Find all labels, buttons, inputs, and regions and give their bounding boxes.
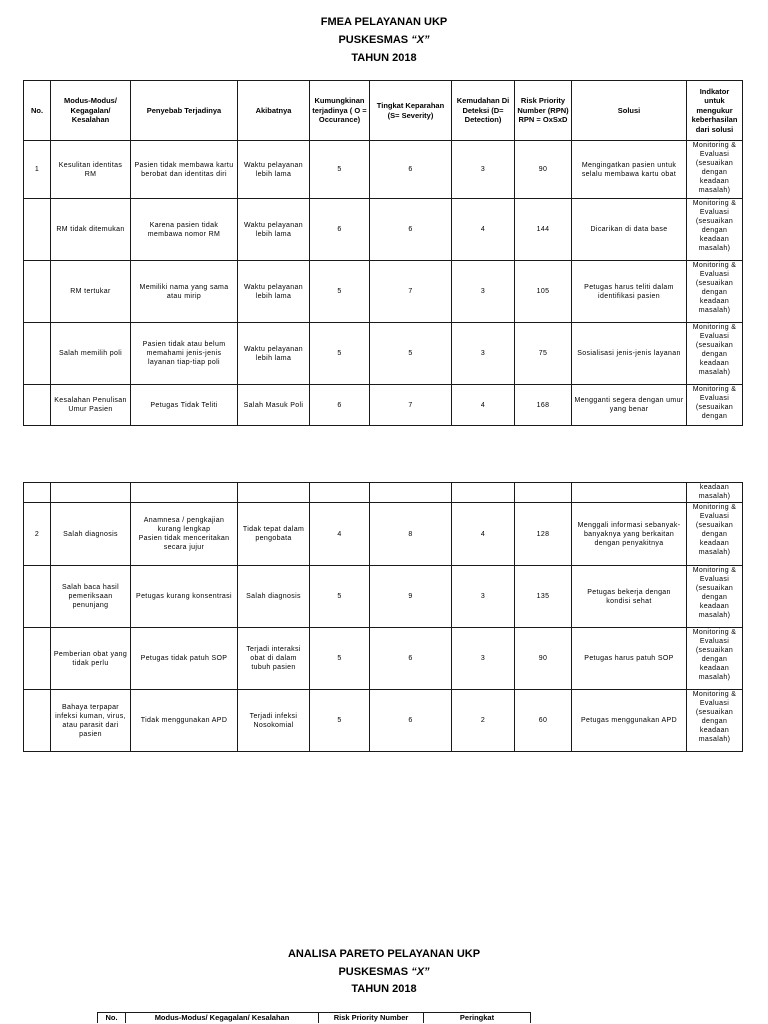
cell-effect: Waktu pelayanan lebih lama: [238, 199, 310, 261]
table-row: [24, 323, 743, 385]
cell-mode: [51, 483, 131, 503]
table-header-row: [98, 1013, 531, 1024]
cell-cause: Pasien tidak atau belum memahami jenis-jenis layanan tiap-tiap poli: [131, 323, 238, 385]
cell-severity: 6: [370, 690, 452, 752]
cell-mode: RM tidak ditemukan: [51, 199, 131, 261]
cell-effect: [238, 483, 310, 503]
table-header-row: [24, 81, 743, 141]
cell-severity: 6: [370, 199, 452, 261]
cell-detection: 4: [452, 503, 515, 566]
table-row: [24, 503, 743, 566]
cell-severity: [370, 483, 452, 503]
cell-effect: Salah diagnosis: [238, 566, 310, 628]
cell-indicator: Monitoring & Evaluasi (sesuaikan dengan: [687, 385, 743, 426]
cell-no: [24, 385, 51, 426]
fmea-table: [23, 80, 743, 426]
cell-detection: 3: [452, 566, 515, 628]
cell-rpn: 144: [515, 199, 572, 261]
cell-indicator: Monitoring & Evaluasi (sesuaikan dengan keadaan masalah): [687, 261, 743, 323]
cell-indicator: Monitoring & Evaluasi (sesuaikan dengan keadaan masalah): [687, 628, 743, 690]
cell-rpn: 128: [515, 503, 572, 566]
cell-indicator: Monitoring & Evaluasi (sesuaikan dengan keadaan masalah): [687, 503, 743, 566]
pareto-year: TAHUN 2018: [351, 983, 417, 995]
header-rpn: Risk Priority Number (RPN) RPN = OxSxD: [515, 81, 572, 141]
cell-severity: 5: [370, 323, 452, 385]
header-severity: Tingkat Keparahan (S= Severity): [370, 81, 452, 141]
cell-detection: [452, 483, 515, 503]
cell-no: 1: [24, 141, 51, 199]
cell-mode: Salah diagnosis: [51, 503, 131, 566]
cell-occurrence: 5: [310, 628, 370, 690]
table-row: [24, 566, 743, 628]
pareto-header-rpn: Risk Priority Number: [319, 1013, 424, 1024]
fmea-table-body: [24, 141, 743, 426]
cell-rpn: 105: [515, 261, 572, 323]
pareto-header-mode: Modus-Modus/ Kegagalan/ Kesalahan: [126, 1013, 319, 1024]
cell-no: [24, 323, 51, 385]
fmea-title-block: [0, 13, 768, 67]
cell-detection: 2: [452, 690, 515, 752]
cell-occurrence: 6: [310, 385, 370, 426]
cell-detection: 4: [452, 199, 515, 261]
cell-cause: Pasien tidak membawa kartu berobat dan identitas diri: [131, 141, 238, 199]
cell-severity: 8: [370, 503, 452, 566]
cell-detection: 3: [452, 628, 515, 690]
cell-effect: Waktu pelayanan lebih lama: [238, 323, 310, 385]
cell-occurrence: 6: [310, 199, 370, 261]
cell-indicator: Monitoring & Evaluasi (sesuaikan dengan keadaan masalah): [687, 566, 743, 628]
pareto-header-rank: Peringkat: [424, 1013, 531, 1024]
cell-mode: RM tertukar: [51, 261, 131, 323]
header-indicator: Indkator untuk mengukur keberhasilan dari solusi: [687, 81, 743, 141]
cell-detection: 3: [452, 141, 515, 199]
header-mode: Modus-Modus/ Kegagalan/ Kesalahan: [51, 81, 131, 141]
cell-cause: [131, 483, 238, 503]
cell-severity: 7: [370, 385, 452, 426]
table-row: [24, 690, 743, 752]
cell-mode: Kesulitan identitas RM: [51, 141, 131, 199]
cell-cause: Memiliki nama yang sama atau mirip: [131, 261, 238, 323]
cell-solution: Petugas bekerja dengan kondisi sehat: [572, 566, 687, 628]
cell-occurrence: 5: [310, 141, 370, 199]
table-row: [24, 141, 743, 199]
header-cause: Penyebab Terjadinya: [131, 81, 238, 141]
cell-solution: Petugas harus patuh SOP: [572, 628, 687, 690]
cell-detection: 3: [452, 323, 515, 385]
cell-indicator: Monitoring & Evaluasi (sesuaikan dengan keadaan masalah): [687, 690, 743, 752]
fmea-table-body: [24, 483, 743, 752]
cell-mode: Kesalahan Penulisan Umur Pasien: [51, 385, 131, 426]
cell-no: [24, 690, 51, 752]
header-solution: Solusi: [572, 81, 687, 141]
cell-effect: Waktu pelayanan lebih lama: [238, 261, 310, 323]
pareto-title: ANALISA PARETO PELAYANAN UKP: [287, 948, 481, 960]
header-no: No.: [24, 81, 51, 141]
cell-solution: Dicarikan di data base: [572, 199, 687, 261]
header-occurrence: Kumungkinan terjadinya ( O = Occurance): [310, 81, 370, 141]
pareto-title-block: [0, 946, 768, 999]
cell-solution: Sosialisasi jenis-jenis layanan: [572, 323, 687, 385]
cell-rpn: 168: [515, 385, 572, 426]
cell-solution: Mengganti segera dengan umur yang benar: [572, 385, 687, 426]
cell-rpn: 135: [515, 566, 572, 628]
cell-rpn: 90: [515, 628, 572, 690]
cell-no: [24, 199, 51, 261]
cell-mode: Salah baca hasil pemeriksaan penunjang: [51, 566, 131, 628]
cell-occurrence: 5: [310, 566, 370, 628]
cell-cause: Tidak menggunakan APD: [131, 690, 238, 752]
cell-rpn: 75: [515, 323, 572, 385]
cell-cause: Petugas kurang konsentrasi: [131, 566, 238, 628]
cell-indicator: Monitoring & Evaluasi (sesuaikan dengan keadaan masalah): [687, 141, 743, 199]
cell-no: [24, 566, 51, 628]
cell-cause: Karena pasien tidak membawa nomor RM: [131, 199, 238, 261]
cell-indicator: Monitoring & Evaluasi (sesuaikan dengan keadaan masalah): [687, 323, 743, 385]
table-row: [24, 385, 743, 426]
header-effect: Akibatnya: [238, 81, 310, 141]
header-detection: Kemudahan Di Deteksi (D= Detection): [452, 81, 515, 141]
cell-severity: 6: [370, 141, 452, 199]
cell-no: 2: [24, 503, 51, 566]
cell-rpn: 90: [515, 141, 572, 199]
cell-effect: Waktu pelayanan lebih lama: [238, 141, 310, 199]
table-row: [24, 261, 743, 323]
cell-rpn: 60: [515, 690, 572, 752]
cell-occurrence: 4: [310, 503, 370, 566]
fmea-table-continued: [23, 482, 743, 752]
cell-occurrence: [310, 483, 370, 503]
pareto-facility-label: PUSKESMAS: [338, 965, 409, 978]
cell-no: [24, 628, 51, 690]
cell-effect: Tidak tepat dalam pengobata: [238, 503, 310, 566]
cell-rpn: [515, 483, 572, 503]
cell-severity: 9: [370, 566, 452, 628]
cell-severity: 6: [370, 628, 452, 690]
cell-solution: Mengingatkan pasien untuk selalu membawa kartu obat: [572, 141, 687, 199]
cell-no: [24, 261, 51, 323]
cell-effect: Terjadi infeksi Nosokomial: [238, 690, 310, 752]
cell-solution: Menggali informasi sebanyak-banyaknya yang berkaitan dengan penyakitnya: [572, 503, 687, 566]
cell-cause: Petugas Tidak Teliti: [131, 385, 238, 426]
cell-mode: Salah memilih poli: [51, 323, 131, 385]
pareto-table: [97, 1012, 531, 1023]
pareto-facility: [0, 964, 768, 982]
cell-effect: Terjadi interaksi obat di dalam tubuh pasien: [238, 628, 310, 690]
fmea-year: TAHUN 2018: [351, 52, 417, 64]
fmea-facility-name: “X”: [411, 34, 430, 46]
cell-mode: Pemberian obat yang tidak perlu: [51, 628, 131, 690]
cell-solution: [572, 483, 687, 503]
cell-severity: 7: [370, 261, 452, 323]
cell-occurrence: 5: [310, 261, 370, 323]
fmea-facility-label: PUSKESMAS: [338, 34, 409, 46]
table-row: [24, 628, 743, 690]
cell-no: [24, 483, 51, 503]
cell-solution: Petugas menggunakan APD: [572, 690, 687, 752]
table-row: [24, 483, 743, 503]
pareto-facility-name: “X”: [411, 965, 430, 978]
fmea-facility: [0, 31, 768, 49]
cell-cause: Petugas tidak patuh SOP: [131, 628, 238, 690]
cell-occurrence: 5: [310, 690, 370, 752]
table-row: [24, 199, 743, 261]
cell-cause: Anamnesa / pengkajian kurang lengkap Pasien tidak menceritakan secara jujur: [131, 503, 238, 566]
cell-occurrence: 5: [310, 323, 370, 385]
cell-effect: Salah Masuk Poli: [238, 385, 310, 426]
fmea-title: FMEA PELAYANAN UKP: [320, 16, 448, 28]
cell-indicator: Monitoring & Evaluasi (sesuaikan dengan keadaan masalah): [687, 199, 743, 261]
cell-solution: Petugas harus teliti dalam identifikasi pasien: [572, 261, 687, 323]
cell-mode: Bahaya terpapar infeksi kuman, virus, atau parasit dari pasien: [51, 690, 131, 752]
cell-indicator: keadaan masalah): [687, 483, 743, 503]
cell-detection: 4: [452, 385, 515, 426]
pareto-header-no: No.: [98, 1013, 126, 1024]
cell-detection: 3: [452, 261, 515, 323]
